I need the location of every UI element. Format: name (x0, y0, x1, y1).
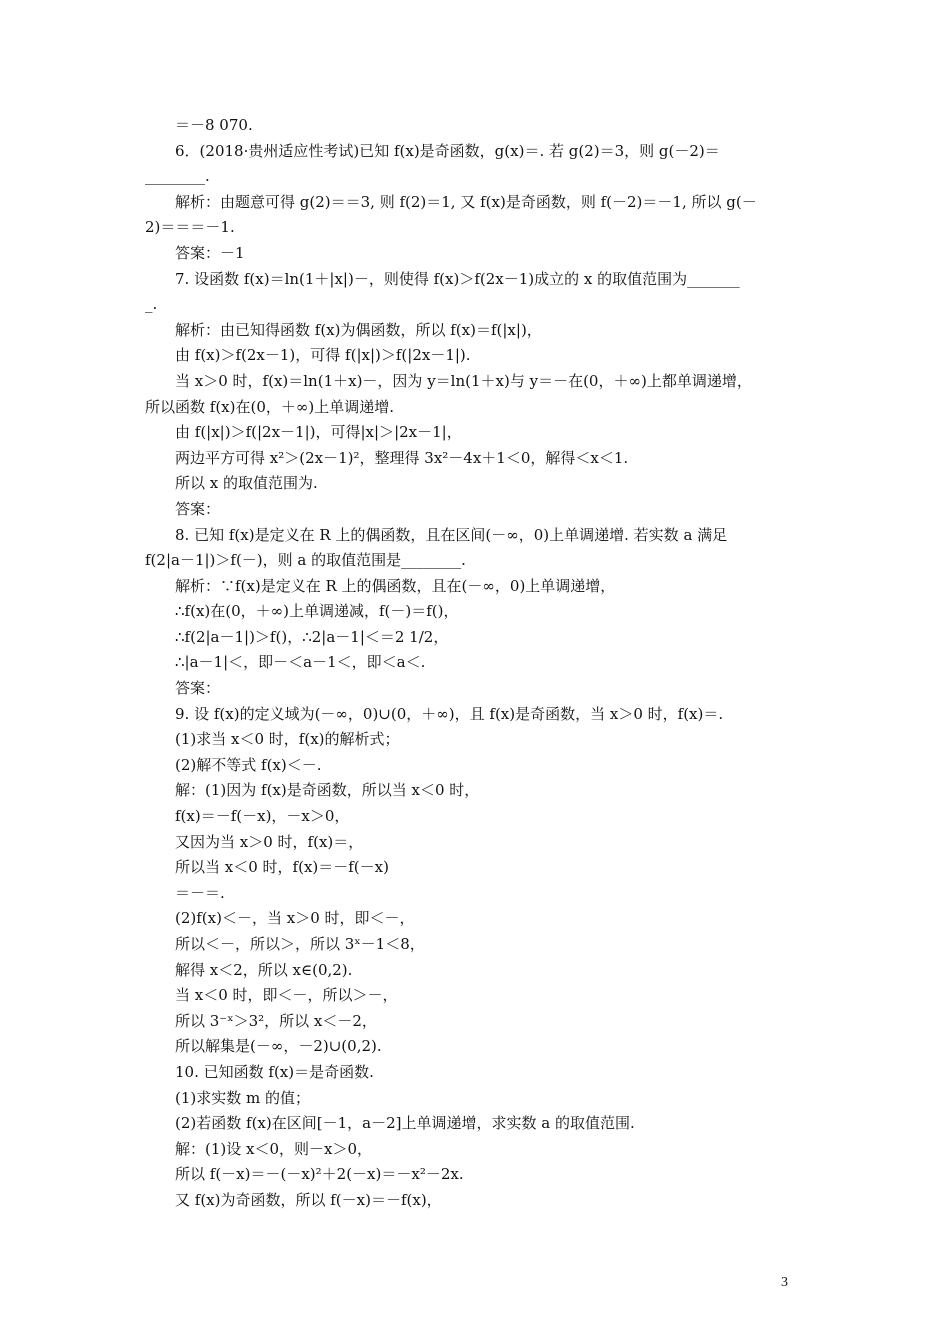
text-line: 7. 设函数 f(x)＝ln(1＋|x|)－，则使得 f(x)＞f(2x－1)成立的 x 的取值范围为_______ (175, 269, 740, 288)
text-line: 9. 设 f(x)的定义域为(－∞，0)∪(0，＋∞)，且 f(x)是奇函数，当 x＞0 时，f(x)＝. (175, 704, 724, 723)
text-line: 8. 已知 f(x)是定义在 R 上的偶函数，且在区间(－∞，0)上单调递增. 若实数 a 满足 (175, 525, 728, 544)
text-line: 所以 f(－x)＝－(－x)²＋2(－x)＝－x²－2x. (175, 1165, 464, 1184)
text-line: ∴f(2|a－1|)＞f()，∴2|a－1|＜＝2 1/2， (175, 627, 449, 646)
text-line: (2)若函数 f(x)在区间[－1，a－2]上单调递增，求实数 a 的取值范围. (175, 1114, 635, 1133)
text-line: 解析：由已知得函数 f(x)为偶函数，所以 f(x)＝f(|x|)， (175, 320, 542, 339)
text-line: ∴|a－1|＜，即－＜a－1＜，即＜a＜. (175, 653, 426, 672)
text-line: _. (145, 295, 158, 314)
text-line: ＝－8 070. (175, 116, 253, 134)
text-line: 答案：－1 (175, 243, 245, 262)
text-line: 又因为当 x＞0 时，f(x)＝， (175, 832, 364, 851)
text-line: (2)f(x)＜－，当 x＞0 时，即＜－， (175, 909, 415, 928)
text-line: 所以解集是(－∞，－2)∪(0,2). (175, 1037, 382, 1056)
text-line: 解析：由题意可得 g(2)＝＝3, 则 f(2)＝1, 又 f(x)是奇函数，则 f(－2)＝－1, 所以 g(－ (175, 192, 757, 211)
text-line: 所以函数 f(x)在(0，＋∞)上单调递增. (145, 397, 394, 416)
text-line: ∴f(x)在(0，＋∞)上单调递减，f(－)＝f()， (175, 602, 459, 621)
text-line: 两边平方可得 x²＞(2x－1)²，整理得 3x²－4x＋1＜0，解得＜x＜1. (175, 448, 629, 467)
text-line: (1)求当 x＜0 时，f(x)的解析式； (175, 730, 400, 749)
page-body-text (145, 113, 825, 1214)
text-line: 解：(1)设 x＜0，则－x＞0， (175, 1139, 373, 1158)
text-line: 解析：∵f(x)是定义在 R 上的偶函数，且在(－∞，0)上单调递增， (175, 576, 616, 595)
text-line: 解得 x＜2，所以 x∈(0,2). (175, 960, 353, 979)
text-line: ________. (145, 167, 210, 186)
text-line: f(x)＝－f(－x)，－x＞0， (175, 807, 350, 826)
text-line: 答案： (175, 499, 221, 518)
page-number: 3 (781, 1275, 788, 1290)
text-line: ＝－＝. (175, 883, 225, 902)
text-line: 由 f(|x|)＞f(|2x－1|)，可得|x|＞|2x－1|， (175, 423, 462, 442)
text-line: 答案： (175, 679, 221, 698)
text-line: 又 f(x)为奇函数，所以 f(－x)＝－f(x)， (175, 1190, 442, 1209)
text-line: (1)求实数 m 的值； (175, 1088, 311, 1107)
text-line: 所以当 x＜0 时，f(x)＝－f(－x) (175, 858, 389, 877)
text-line: 所以 x 的取值范围为. (175, 474, 318, 493)
text-line: (2)解不等式 f(x)＜－. (175, 755, 322, 774)
text-line: 10. 已知函数 f(x)＝是奇函数. (175, 1062, 374, 1081)
text-line: f(2|a－1|)＞f(－)，则 a 的取值范围是________. (145, 551, 466, 570)
text-line: 当 x＜0 时，即＜－，所以＞－， (175, 986, 398, 1005)
text-line: 所以 3⁻ˣ＞3²，所以 x＜－2， (175, 1011, 377, 1030)
text-line: 当 x＞0 时，f(x)＝ln(1＋x)－，因为 y＝ln(1＋x)与 y＝－在(0，＋∞)上都单调递增， (175, 371, 752, 390)
text-line: 2)＝＝＝－1. (145, 218, 235, 237)
text-line: 所以＜－，所以＞，所以 3ˣ－1＜8， (175, 935, 425, 953)
text-line: 6．(2018·贵州适应性考试)已知 f(x)是奇函数，g(x)＝. 若 g(2)＝3，则 g(－2)＝ (175, 141, 720, 160)
text-line: 由 f(x)＞f(2x－1)，可得 f(|x|)＞f(|2x－1|). (175, 346, 471, 365)
text-line: 解：(1)因为 f(x)是奇函数，所以当 x＜0 时， (175, 781, 480, 800)
